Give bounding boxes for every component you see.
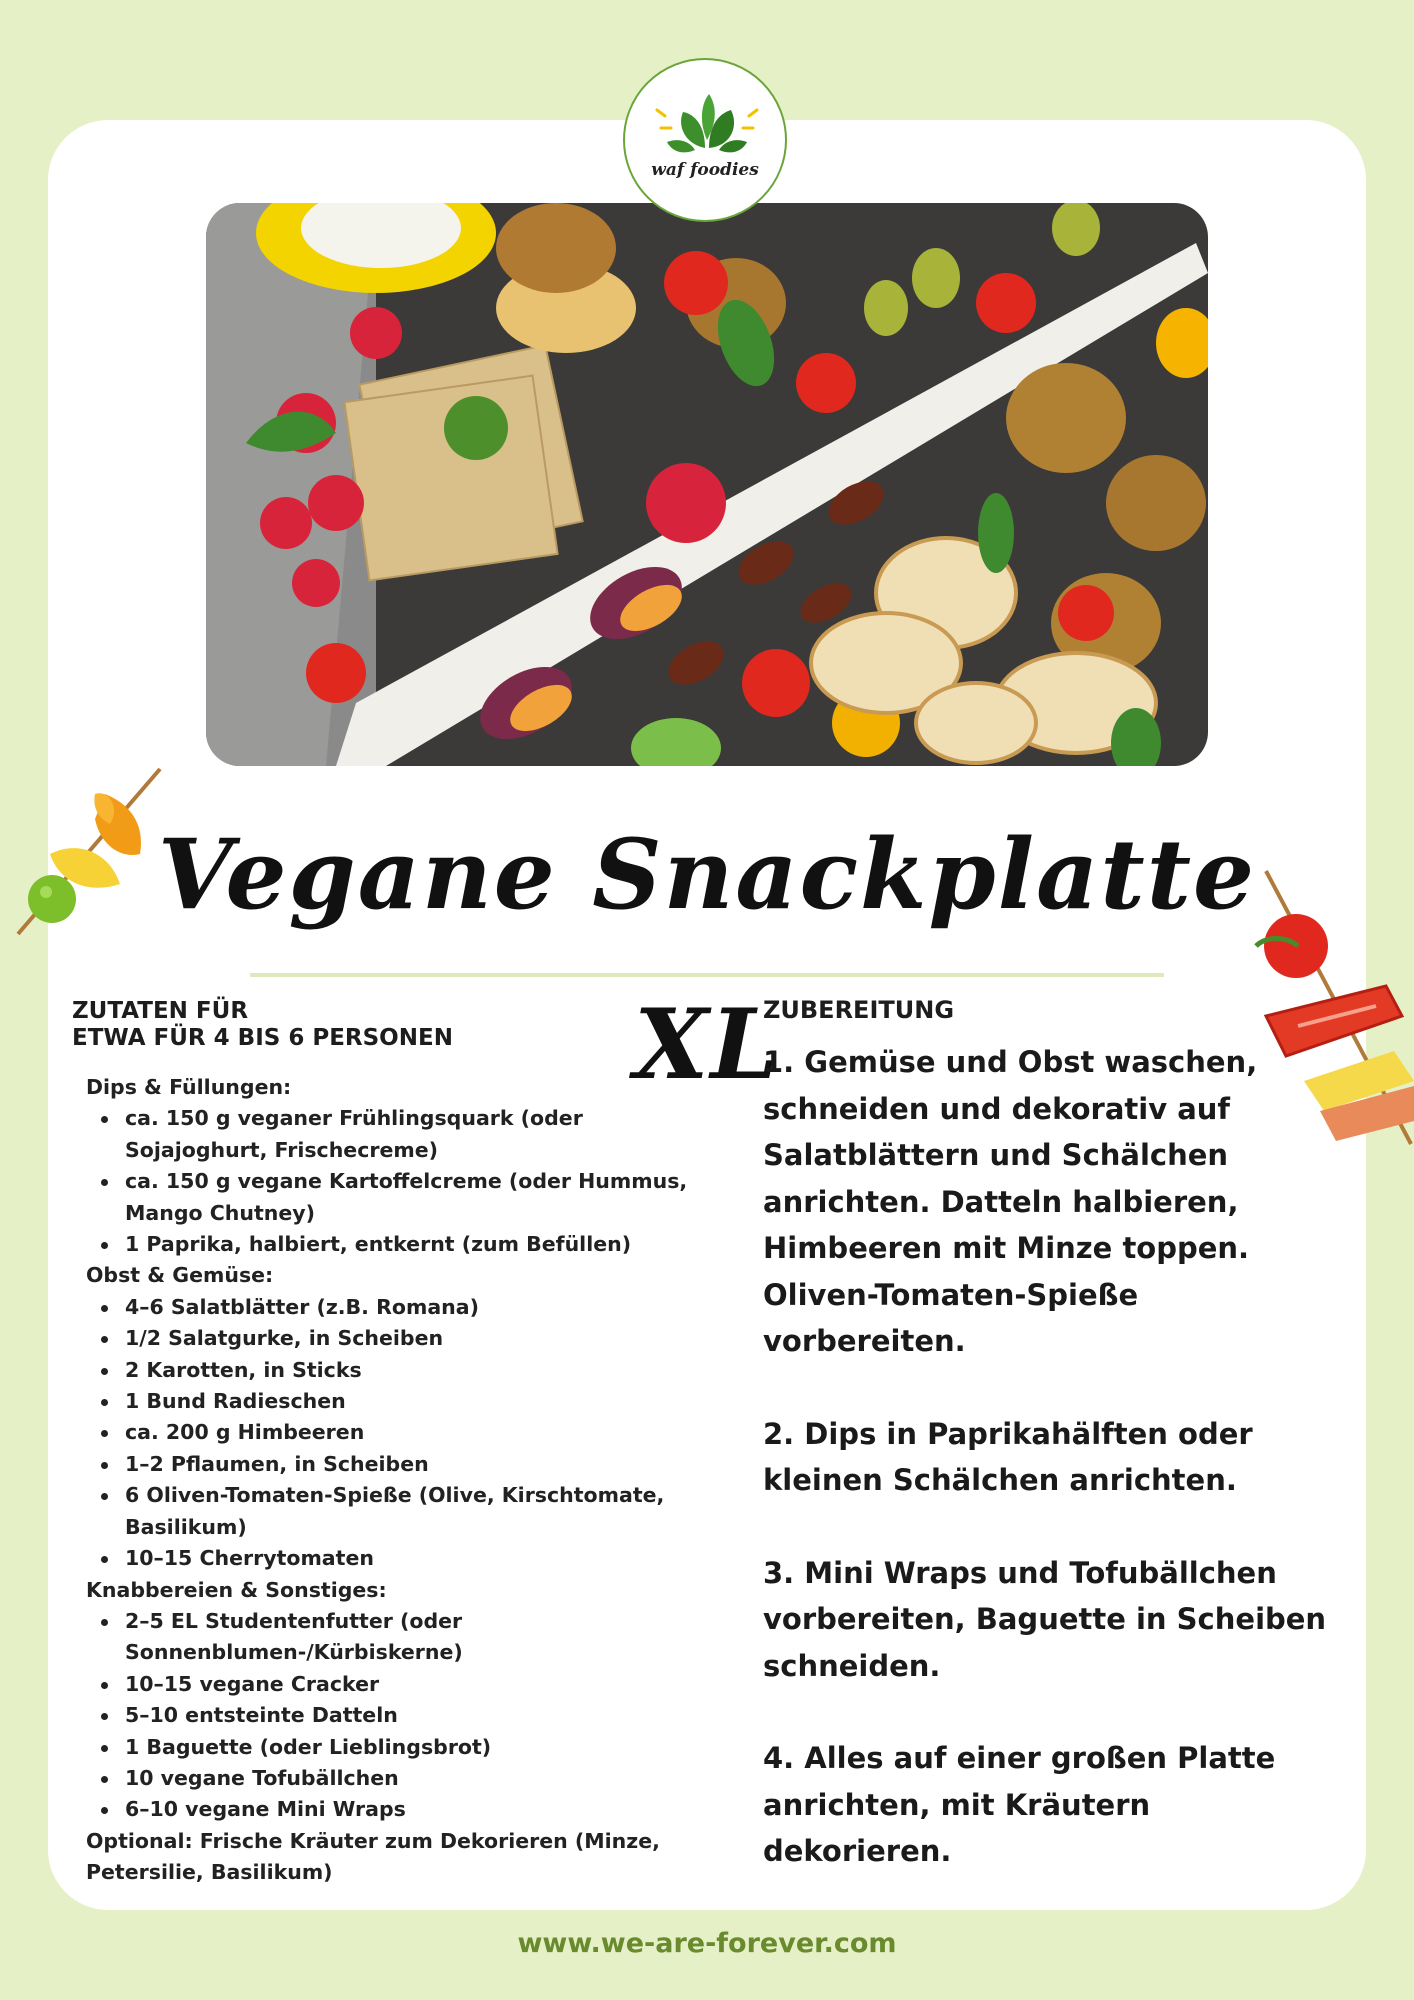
ingredient-item: 4–6 Salatblätter (z.B. Romana) <box>125 1292 712 1323</box>
ingredient-item: 1 Baguette (oder Lieblingsbrot) <box>125 1732 712 1763</box>
group-label-obst-gemuese: Obst & Gemüse: <box>86 1263 274 1288</box>
ingredient-item: ca. 200 g Himbeeren <box>125 1417 712 1448</box>
ingredients-heading-line2: ETWA FÜR 4 BIS 6 PERSONEN <box>72 1025 453 1051</box>
hero-food-photo <box>206 203 1208 766</box>
optional-note: Optional: Frische Kräuter zum Dekorieren (Minze, Petersilie, Basilikum) <box>86 1828 660 1885</box>
ingredient-item: 1 Bund Radieschen <box>125 1386 712 1417</box>
ingredient-item: 1–2 Pflaumen, in Scheiben <box>125 1449 712 1480</box>
ingredient-item: 10–15 vegane Cracker <box>125 1669 712 1700</box>
preparation-section <box>763 995 1343 1921</box>
preparation-step-3: 3. Mini Wraps und Tofubällchen vorbereiten, Baguette in Scheiben schneiden. <box>763 1555 1327 1683</box>
ingredient-item: 2–5 EL Studentenfutter (oder Sonnenblumen-/Kürbiskerne) <box>125 1606 712 1669</box>
footer-website-link[interactable]: www.we-are-forever.com <box>517 1928 897 1959</box>
ingredients-heading <box>72 998 712 1052</box>
ingredients-heading-line1: ZUTATEN FÜR <box>72 998 249 1024</box>
preparation-heading: ZUBEREITUNG <box>763 996 955 1024</box>
ingredient-item: 2 Karotten, in Sticks <box>125 1355 712 1386</box>
ingredient-item: ca. 150 g veganer Frühlingsquark (oder Sojajoghurt, Frischecreme) <box>125 1103 712 1166</box>
ingredient-item: 10–15 Cherrytomaten <box>125 1543 712 1574</box>
recipe-title: Vegane Snackplatte XL <box>157 818 1257 1101</box>
group-label-knabbereien: Knabbereien & Sonstiges: <box>86 1577 387 1602</box>
group-label-dips: Dips & Füllungen: <box>86 1075 292 1099</box>
ingredient-item: 6 Oliven-Tomaten-Spieße (Olive, Kirschtomate, Basilikum) <box>125 1480 712 1543</box>
logo-text: waf foodies <box>651 160 759 180</box>
brand-logo[interactable] <box>623 58 787 222</box>
ingredient-item: 1/2 Salatgurke, in Scheiben <box>125 1323 712 1354</box>
ingredient-list-obst-gemuese <box>72 1292 712 1575</box>
ingredient-item: 1 Paprika, halbiert, entkernt (zum Befüllen) <box>125 1229 712 1260</box>
ingredient-item: 6–10 vegane Mini Wraps <box>125 1794 712 1825</box>
title-divider <box>250 973 1164 977</box>
ingredients-section <box>72 998 712 1889</box>
preparation-step-4: 4. Alles auf einer großen Platte anrichten, mit Kräutern dekorieren. <box>763 1741 1276 1868</box>
ingredient-item: 10 vegane Tofubällchen <box>125 1763 712 1794</box>
basil-leaf-icon <box>625 60 789 224</box>
ingredient-item: 5–10 entsteinte Datteln <box>125 1700 712 1731</box>
preparation-step-1: 1. Gemüse und Obst waschen, schneiden und dekorativ auf Salatblättern und Schälchen anrichten. Datteln halbieren, Himbeeren mit Minze toppen. Oliven-Tomaten-Spieße vorbereiten. <box>763 1045 1258 1358</box>
preparation-step-2: 2. Dips in Paprikahälften oder kleinen Schälchen anrichten. <box>763 1416 1253 1497</box>
ingredient-item: ca. 150 g vegane Kartoffelcreme (oder Hummus, Mango Chutney) <box>125 1166 712 1229</box>
ingredient-list-knabbereien <box>72 1606 712 1826</box>
ingredient-list-dips <box>72 1103 712 1260</box>
